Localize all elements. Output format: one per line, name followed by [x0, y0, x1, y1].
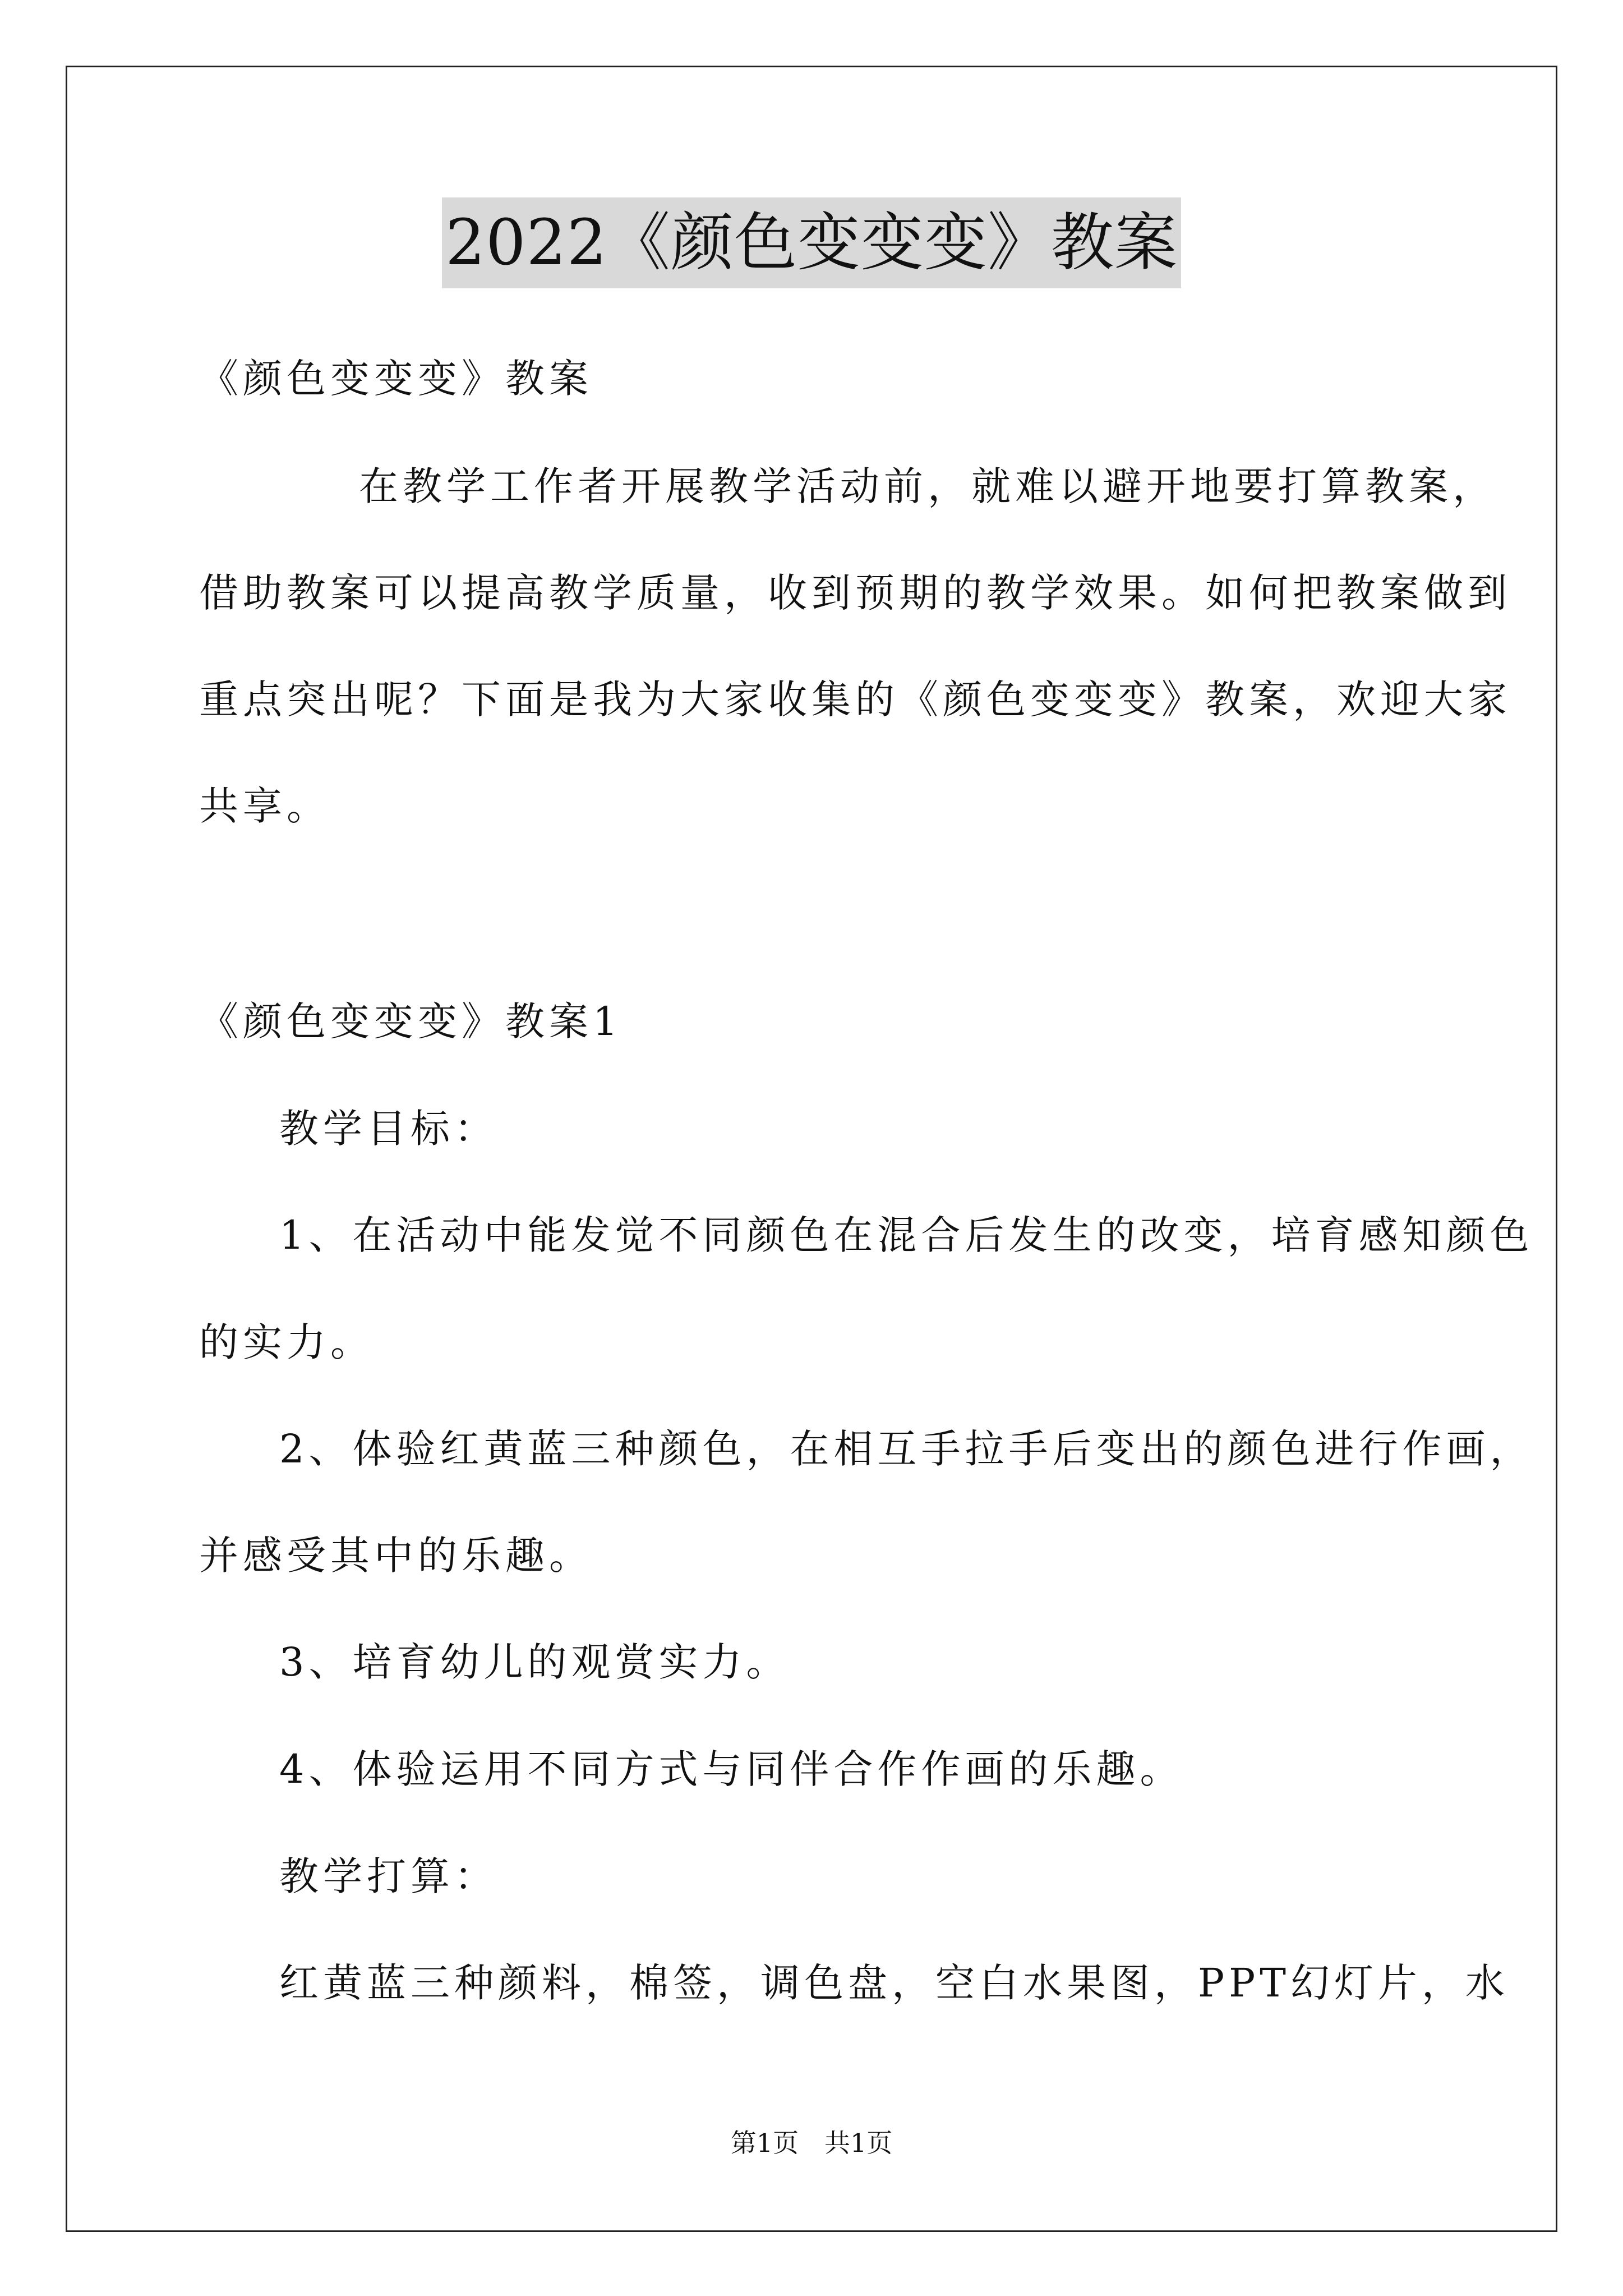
goal-3: 3、培育幼儿的观赏实力。 — [279, 1639, 790, 1685]
section-heading: 《颜色变变变》教案1 — [199, 999, 623, 1045]
page-footer: 第1页 共1页 — [730, 2128, 893, 2158]
prep-heading: 教学打算： — [279, 1853, 498, 1899]
document-title: 2022《颜色变变变》教案 — [442, 197, 1181, 288]
intro-line-4: 共享。 — [199, 783, 330, 829]
subtitle: 《颜色变变变》教案 — [199, 356, 593, 402]
goal-1-line-1: 1、在活动中能发觉不同颜色在混合后发生的改变，培育感知颜色 — [279, 1212, 1534, 1258]
goal-1-line-2: 的实力。 — [199, 1319, 374, 1365]
intro-line-2: 借助教案可以提高教学质量，收到预期的教学效果。如何把教案做到 — [199, 570, 1511, 616]
intro-line-1: 在教学工作者开展教学活动前，就难以避开地要打算教案， — [359, 463, 1496, 509]
goals-heading: 教学目标： — [279, 1106, 498, 1152]
goal-2-line-2: 并感受其中的乐趣。 — [199, 1533, 593, 1579]
goal-4: 4、体验运用不同方式与同伴合作作画的乐趣。 — [279, 1746, 1184, 1792]
prep-line: 红黄蓝三种颜料，棉签，调色盘，空白水果图，PPT幻灯片，水 — [279, 1960, 1509, 2006]
goal-2-line-1: 2、体验红黄蓝三种颜色，在相互手拉手后变出的颜色进行作画， — [279, 1426, 1534, 1472]
intro-line-3: 重点突出呢？下面是我为大家收集的《颜色变变变》教案，欢迎大家 — [199, 677, 1511, 723]
title-container — [0, 197, 1623, 288]
